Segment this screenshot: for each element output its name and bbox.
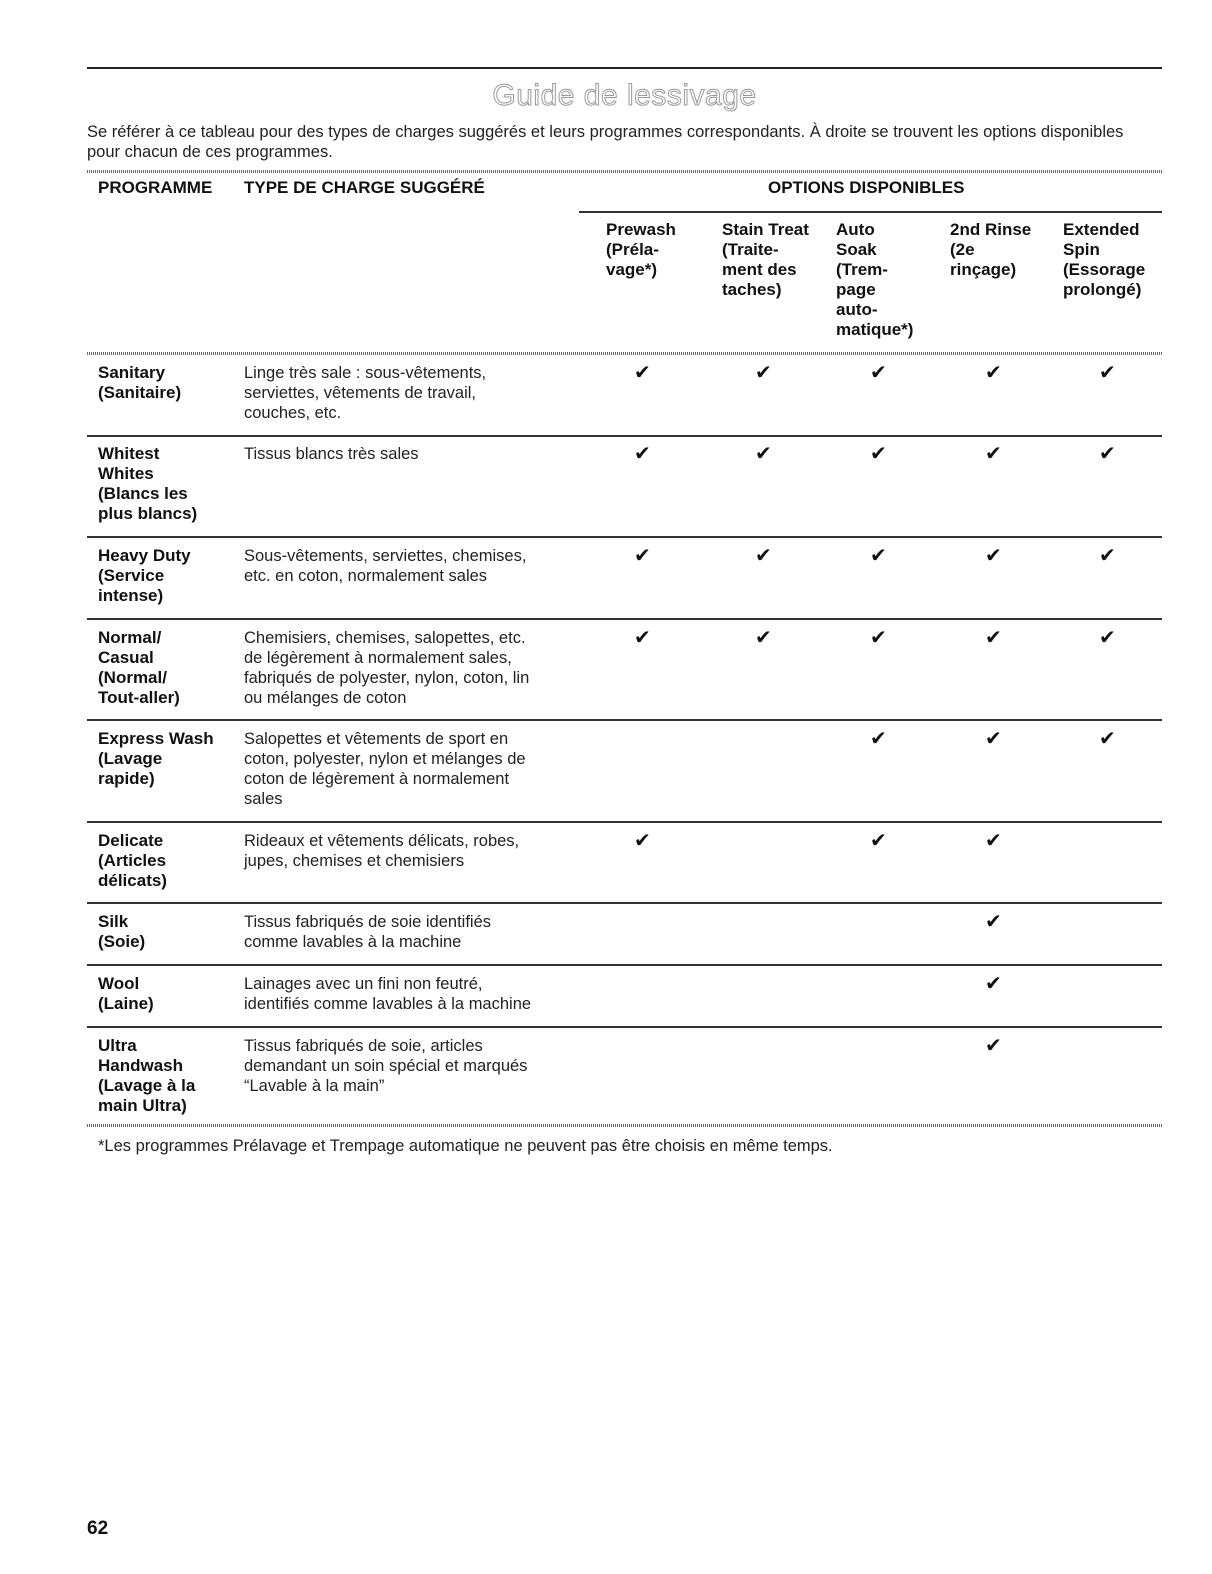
body-bottom-divider [87, 1124, 1162, 1127]
checkmark-icon: ✔ [985, 728, 1002, 750]
row-divider [87, 902, 1162, 904]
load-description: Lainages avec un fini non feutré, identifiés comme lavables à la machine [244, 975, 532, 1013]
load-description: Chemisiers, chemises, salopettes, etc. de légèrement à normalement sales, fabriqués de polyester, nylon, coton, lin ou mélanges de coton [244, 629, 530, 707]
checkmark-icon: ✔ [985, 1035, 1002, 1057]
checkmark-icon: ✔ [755, 362, 772, 384]
program-name: Heavy Duty (Service intense) [98, 546, 191, 605]
checkmark-icon: ✔ [870, 362, 887, 384]
row-divider [87, 964, 1162, 966]
option-header-label: 2nd Rinse (2e rinçage) [950, 220, 1032, 279]
checkmark-icon: ✔ [985, 545, 1002, 567]
load-description: Salopettes et vêtements de sport en coton, polyester, nylon et mélanges de coton de légèrement à normalement sales [244, 730, 526, 808]
body-top-divider [87, 352, 1162, 355]
checkmark-icon: ✔ [870, 545, 887, 567]
program-name: Ultra Handwash (Lavage à la main Ultra) [98, 1036, 196, 1115]
checkmark-icon: ✔ [755, 627, 772, 649]
option-header-label: Extended Spin (Essorage prolongé) [1063, 220, 1146, 299]
program-name: Delicate (Articles délicats) [98, 831, 167, 890]
page-number: 62 [87, 1518, 109, 1539]
program-name: Silk (Soie) [98, 912, 146, 951]
checkmark-icon: ✔ [634, 830, 651, 852]
checkmark-icon: ✔ [985, 627, 1002, 649]
row-divider [87, 618, 1162, 620]
row-divider [87, 719, 1162, 721]
program-name: Express Wash (Lavage rapide) [98, 729, 214, 788]
load-description: Sous-vêtements, serviettes, chemises, etc. en coton, normalement sales [244, 547, 527, 585]
program-name: Wool (Laine) [98, 974, 154, 1013]
option-header-prewash [606, 220, 676, 280]
program-name: Whitest Whites (Blancs les plus blancs) [98, 444, 198, 523]
intro-text: Se référer à ce tableau pour des types de charges suggérés et leurs programmes correspondants. À droite se trouvent les options disponibles pour chacun de ces programmes. [87, 123, 1124, 161]
checkmark-icon: ✔ [985, 362, 1002, 384]
checkmark-icon: ✔ [870, 443, 887, 465]
option-header-label: Stain Treat (Traite- ment des taches) [722, 220, 809, 299]
row-divider [87, 1026, 1162, 1028]
checkmark-icon: ✔ [634, 362, 651, 384]
checkmark-icon: ✔ [870, 830, 887, 852]
row-divider [87, 821, 1162, 823]
checkmark-icon: ✔ [1099, 443, 1116, 465]
row-divider [87, 536, 1162, 538]
checkmark-icon: ✔ [985, 443, 1002, 465]
checkmark-icon: ✔ [870, 728, 887, 750]
footnote: *Les programmes Prélavage et Trempage automatique ne peuvent pas être choisis en même temps. [98, 1137, 833, 1155]
checkmark-icon: ✔ [755, 443, 772, 465]
load-description: Rideaux et vêtements délicats, robes, jupes, chemises et chemisiers [244, 832, 520, 870]
header-divider [87, 170, 1162, 173]
load-description: Linge très sale : sous-vêtements, serviettes, vêtements de travail, couches, etc. [244, 364, 487, 422]
top-rule [87, 67, 1162, 69]
checkmark-icon: ✔ [634, 627, 651, 649]
header-options: OPTIONS DISPONIBLES [768, 178, 965, 197]
load-description: Tissus blancs très sales [244, 445, 419, 463]
row-divider [87, 435, 1162, 437]
program-name: Sanitary (Sanitaire) [98, 363, 182, 402]
checkmark-icon: ✔ [985, 830, 1002, 852]
checkmark-icon: ✔ [1099, 627, 1116, 649]
header-program: PROGRAMME [98, 178, 213, 197]
load-description: Tissus fabriqués de soie identifiés comme lavables à la machine [244, 913, 492, 951]
option-header-extended-spin [1063, 220, 1145, 300]
checkmark-icon: ✔ [1099, 728, 1116, 750]
checkmark-icon: ✔ [755, 545, 772, 567]
checkmark-icon: ✔ [634, 545, 651, 567]
checkmark-icon: ✔ [1099, 545, 1116, 567]
page-title: Guide de lessivage [492, 79, 757, 112]
checkmark-icon: ✔ [985, 911, 1002, 933]
option-header-label: Auto Soak (Trem- page auto- matique*) [836, 220, 914, 339]
option-header-auto-soak [836, 220, 913, 340]
option-header-2nd-rinse [950, 220, 1031, 280]
checkmark-icon: ✔ [1099, 362, 1116, 384]
load-description: Tissus fabriqués de soie, articles demandant un soin spécial et marqués “Lavable à la main” [244, 1037, 528, 1095]
program-name: Normal/ Casual (Normal/ Tout-aller) [98, 628, 180, 707]
checkmark-icon: ✔ [634, 443, 651, 465]
checkmark-icon: ✔ [870, 627, 887, 649]
options-underline [579, 211, 1162, 213]
checkmark-icon: ✔ [985, 973, 1002, 995]
option-header-stain-treat [722, 220, 809, 300]
header-load-type: TYPE DE CHARGE SUGGÉRÉ [244, 178, 485, 197]
option-header-label: Prewash (Préla- vage*) [606, 220, 676, 279]
